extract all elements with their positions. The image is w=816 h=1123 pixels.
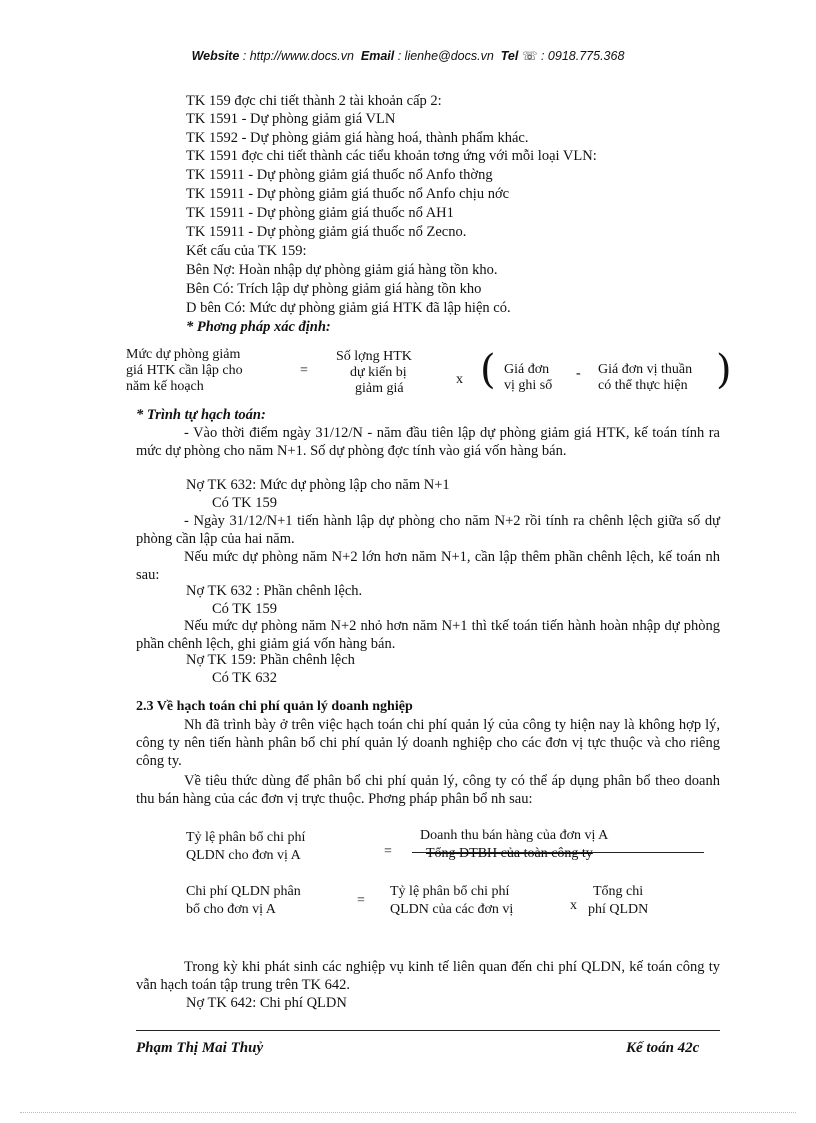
- formula1-minus: -: [576, 366, 581, 381]
- footer-divider: [136, 1030, 720, 1031]
- paragraph: Nh đã trình bày ở trên việc hạch toán chi phí quản lý của công ty hiện nay là không hợp lý, công ty nên tiến hành phân bổ chi phí quản lý doanh nghiệp cho các đơn vị tực thuộc và cho riêng công ty.: [136, 717, 720, 769]
- text-line: TK 15911 - Dự phòng giảm giá thuốc nổ AH1: [186, 205, 454, 221]
- text-line: Bên Có: Trích lập dự phòng giảm giá hàng tồn kho: [186, 281, 482, 297]
- text-line: D bên Có: Mức dự phòng giảm giá HTK đã lập hiện có.: [186, 300, 511, 316]
- text-line: Bên Nợ: Hoàn nhập dự phòng giảm giá hàng tồn kho.: [186, 262, 498, 278]
- paragraph: Về tiêu thức dùng để phân bổ chi phí quản lý, công ty có thể áp dụng phân bổ theo doanh thu bán hàng của các đơn vị trực thuộc. Phơng pháp phân bổ nh sau:: [136, 773, 720, 807]
- tel-value: : 0918.775.368: [540, 49, 625, 63]
- formula1-price1-line: vị ghi sổ: [504, 378, 553, 393]
- journal-entry-debit: Nợ TK 632 : Phần chênh lệch.: [186, 583, 363, 599]
- website-value[interactable]: : http://www.docs.vn: [242, 49, 354, 63]
- formula3-times: x: [570, 898, 577, 913]
- formula1-qty-line: Số lợng HTK: [336, 349, 412, 364]
- page-header: [0, 48, 816, 63]
- formula1-price1-line: Giá đơn: [504, 362, 550, 377]
- text-line: TK 1591 - Dự phòng giảm giá VLN: [186, 111, 396, 127]
- formula1-equals: =: [300, 363, 308, 378]
- journal-entry-debit: Nợ TK 159: Phần chênh lệch: [186, 652, 355, 668]
- formula3-rhs-line: phí QLDN: [588, 902, 649, 917]
- close-paren-glyph: ): [716, 347, 732, 393]
- formula1-qty-line: dự kiến bị: [350, 365, 407, 380]
- text-line: TK 1592 - Dự phòng giảm giá hàng hoá, thành phẩm khác.: [186, 130, 529, 146]
- formula2-denominator: Tổng DTBH của toàn công ty: [426, 846, 593, 861]
- email-value[interactable]: : lienhe@docs.vn: [397, 49, 494, 63]
- formula3-lhs-line: Chi phí QLDN phân: [186, 884, 301, 899]
- formula2-equals: =: [384, 844, 392, 859]
- formula1-lhs-line: Mức dự phòng giảm: [126, 347, 241, 362]
- email-label: Email: [360, 49, 395, 63]
- paragraph: Nếu mức dự phòng năm N+2 nhỏ hơn năm N+1 thì tkế toán tiến hành hoàn nhập dự phòng phần chênh lệch, ghi giảm giá vốn hàng bán.: [136, 618, 720, 652]
- formula3-lhs-line: bổ cho đơn vị A: [186, 902, 276, 917]
- formula1-times: x: [456, 372, 463, 387]
- phone-icon: ☏: [521, 49, 538, 63]
- journal-entry-debit: Nợ TK 642: Chi phí QLDN: [186, 995, 347, 1011]
- tel-label: Tel: [500, 49, 519, 63]
- journal-entry-credit: Có TK 632: [212, 670, 277, 686]
- journal-entry-debit: Nợ TK 632: Mức dự phòng lập cho năm N+1: [186, 477, 450, 493]
- text-line: TK 15911 - Dự phòng giảm giá thuốc nổ Zecno.: [186, 224, 467, 240]
- website-label: Website: [191, 49, 240, 63]
- method-heading: * Phơng pháp xác định:: [186, 319, 331, 335]
- paragraph: Nếu mức dự phòng năm N+2 lớn hơn năm N+1, cần lập thêm phần chênh lệch, kế toán nh sau:: [136, 549, 720, 583]
- formula2-numerator: Doanh thu bán hàng của đơn vị A: [420, 828, 609, 843]
- formula1-price2-line: Giá đơn vị thuần: [598, 362, 693, 377]
- text-line: TK 1591 đợc chi tiết thành các tiểu khoản tơng ứng với mỗi loại VLN:: [186, 148, 597, 164]
- formula1-qty-line: giảm giá: [355, 381, 404, 396]
- text-line: TK 15911 - Dự phòng giảm giá thuốc nổ Anfo chịu nớc: [186, 186, 510, 202]
- formula3-rhs-line: Tổng chi: [593, 884, 644, 899]
- section-title: 2.3 Về hạch toán chi phí quản lý doanh nghiệp: [136, 699, 413, 714]
- formula2-lhs-line: Tỷ lệ phân bổ chi phí: [186, 830, 306, 845]
- footer-class: Kế toán 42c: [626, 1040, 700, 1056]
- formula1-price2-line: có thể thực hiện: [598, 378, 688, 393]
- text-line: TK 159 đợc chi tiết thành 2 tài khoản cấp 2:: [186, 93, 442, 109]
- formula3-mid-line: QLDN của các đơn vị: [390, 902, 514, 917]
- footer-author: Phạm Thị Mai Thuỷ: [136, 1040, 264, 1056]
- paragraph: Trong kỳ khi phát sinh các nghiệp vụ kinh tế liên quan đến chi phí QLDN, kế toán công ty vẫn hạch toán tập trung trên TK 642.: [136, 959, 720, 993]
- formula1-lhs-line: năm kế hoạch: [126, 379, 204, 394]
- formula3-equals: =: [357, 893, 365, 908]
- open-paren-glyph: (: [480, 347, 496, 393]
- formula2-lhs-line: QLDN cho đơn vị A: [186, 848, 301, 863]
- text-line: Kết cấu của TK 159:: [186, 243, 307, 259]
- formula1-lhs-line: giá HTK cần lập cho: [126, 363, 243, 378]
- procedure-heading: * Trình tự hạch toán:: [136, 407, 266, 423]
- paragraph: - Ngày 31/12/N+1 tiến hành lập dự phòng cho năm N+2 rồi tính ra chênh lệch giữa số dự phòng cần lập của hai năm.: [136, 513, 720, 547]
- text-line: TK 15911 - Dự phòng giảm giá thuốc nổ Anfo thờng: [186, 167, 493, 183]
- journal-entry-credit: Có TK 159: [212, 495, 277, 511]
- journal-entry-credit: Có TK 159: [212, 601, 277, 617]
- page-edge-divider: [20, 1112, 796, 1113]
- paragraph: - Vào thời điểm ngày 31/12/N - năm đầu tiên lập dự phòng giảm giá HTK, kế toán tính ra mức dự phòng cho năm N+1. Số dự phòng đợc tính vào giá vốn hàng bán.: [136, 425, 720, 459]
- formula3-mid-line: Tỷ lệ phân bổ chi phí: [390, 884, 510, 899]
